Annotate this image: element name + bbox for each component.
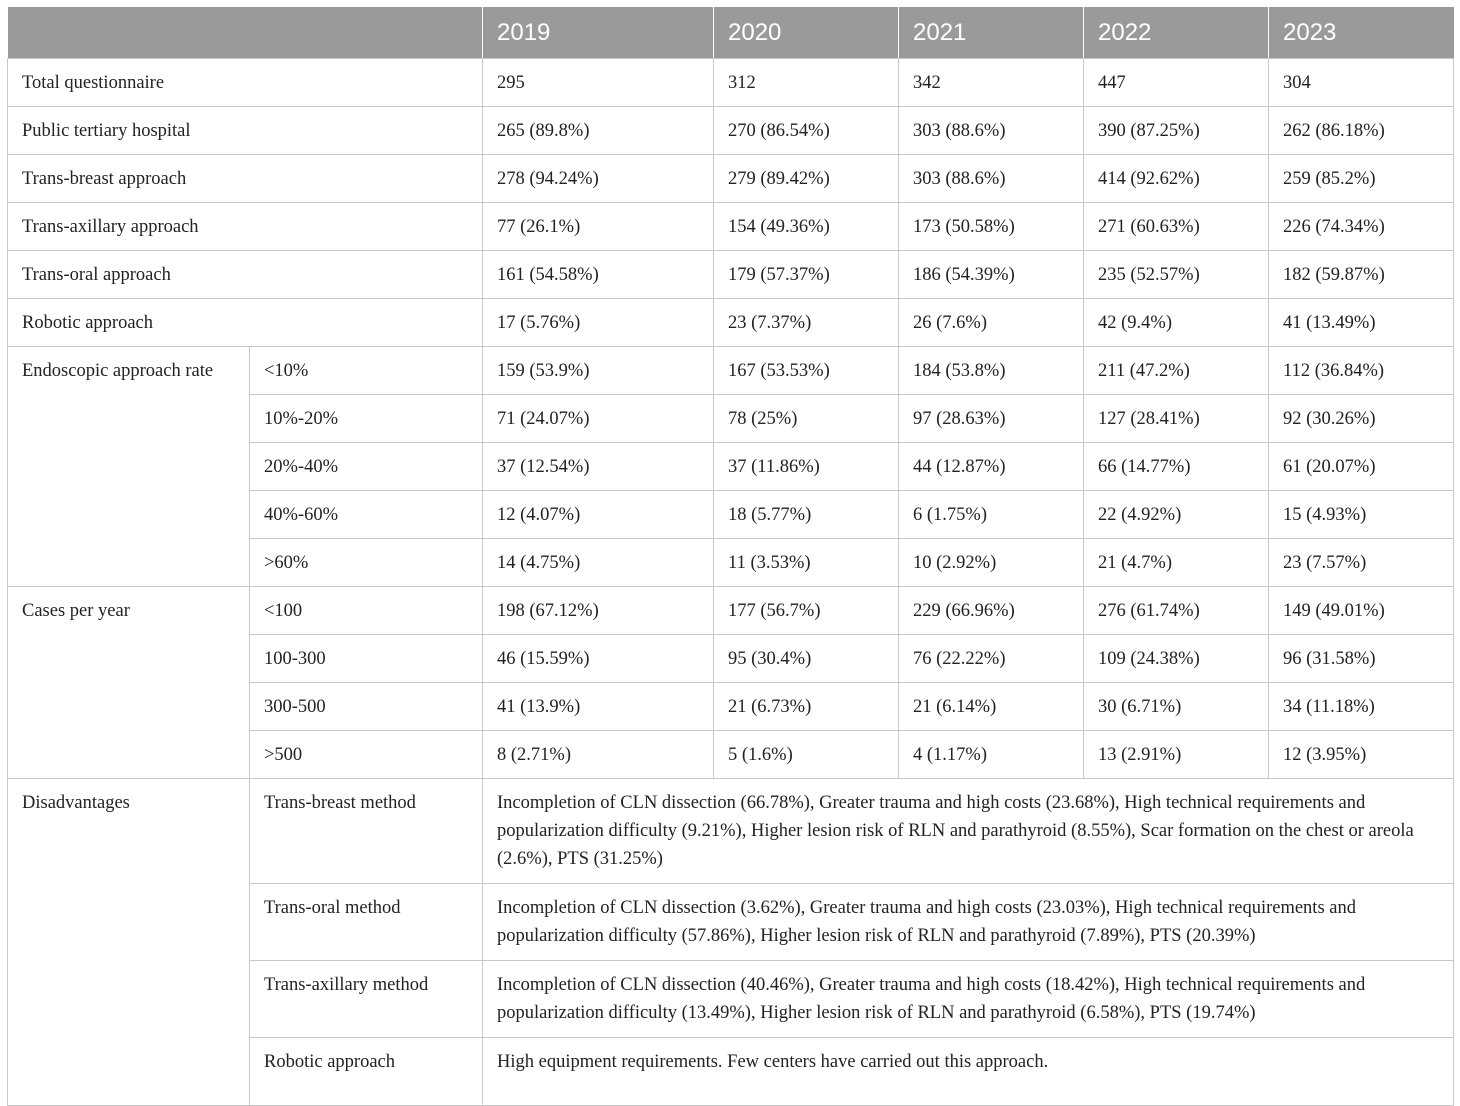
- table-cell: 6 (1.75%): [899, 491, 1084, 539]
- table-cell: 279 (89.42%): [714, 155, 899, 203]
- table-cell: 42 (9.4%): [1084, 299, 1269, 347]
- row-label: Trans-axillary approach: [8, 203, 483, 251]
- table-cell: 167 (53.53%): [714, 347, 899, 395]
- sub-label: Trans-oral method: [250, 884, 483, 961]
- table-cell: 304: [1269, 59, 1454, 107]
- table-cell: 95 (30.4%): [714, 635, 899, 683]
- table-cell: 26 (7.6%): [899, 299, 1084, 347]
- table-cell: 447: [1084, 59, 1269, 107]
- table-cell: 259 (85.2%): [1269, 155, 1454, 203]
- sub-label: >500: [250, 731, 483, 779]
- sub-label: 10%-20%: [250, 395, 483, 443]
- header-year: 2020: [714, 7, 899, 59]
- table-cell: 37 (11.86%): [714, 443, 899, 491]
- table-row: [8, 203, 1454, 251]
- table-cell: 96 (31.58%): [1269, 635, 1454, 683]
- table-row: [8, 251, 1454, 299]
- table-cell: 235 (52.57%): [1084, 251, 1269, 299]
- row-label: Trans-breast approach: [8, 155, 483, 203]
- table-row: [8, 347, 1454, 395]
- sub-label: >60%: [250, 539, 483, 587]
- table-row: [8, 59, 1454, 107]
- table-cell: 182 (59.87%): [1269, 251, 1454, 299]
- table-cell: 211 (47.2%): [1084, 347, 1269, 395]
- row-label: Total questionnaire: [8, 59, 483, 107]
- table-cell: 21 (4.7%): [1084, 539, 1269, 587]
- table-cell: 13 (2.91%): [1084, 731, 1269, 779]
- table-cell: 173 (50.58%): [899, 203, 1084, 251]
- sub-label: 20%-40%: [250, 443, 483, 491]
- table-cell: 159 (53.9%): [483, 347, 714, 395]
- header-year: 2022: [1084, 7, 1269, 59]
- sub-label: <10%: [250, 347, 483, 395]
- table-cell: 37 (12.54%): [483, 443, 714, 491]
- table-cell: 77 (26.1%): [483, 203, 714, 251]
- table-cell: 303 (88.6%): [899, 107, 1084, 155]
- row-label: Trans-oral approach: [8, 251, 483, 299]
- table-cell: 149 (49.01%): [1269, 587, 1454, 635]
- table-cell: 22 (4.92%): [1084, 491, 1269, 539]
- table-cell: 295: [483, 59, 714, 107]
- table-cell: 262 (86.18%): [1269, 107, 1454, 155]
- sub-label: Trans-axillary method: [250, 961, 483, 1038]
- sub-label: 40%-60%: [250, 491, 483, 539]
- table-row: [8, 779, 1454, 884]
- table-cell: 78 (25%): [714, 395, 899, 443]
- table-cell: 8 (2.71%): [483, 731, 714, 779]
- table-cell: 312: [714, 59, 899, 107]
- table-cell: 23 (7.37%): [714, 299, 899, 347]
- table-cell: 71 (24.07%): [483, 395, 714, 443]
- table-cell: 21 (6.73%): [714, 683, 899, 731]
- table-cell: 276 (61.74%): [1084, 587, 1269, 635]
- table-cell: 41 (13.49%): [1269, 299, 1454, 347]
- table-cell: 12 (4.07%): [483, 491, 714, 539]
- table-cell: 21 (6.14%): [899, 683, 1084, 731]
- table-cell: 278 (94.24%): [483, 155, 714, 203]
- table-cell: 46 (15.59%): [483, 635, 714, 683]
- table-cell: 15 (4.93%): [1269, 491, 1454, 539]
- table-row: [8, 587, 1454, 635]
- table-cell: 30 (6.71%): [1084, 683, 1269, 731]
- header-row: [8, 7, 1454, 59]
- table-cell: 17 (5.76%): [483, 299, 714, 347]
- table-cell: 342: [899, 59, 1084, 107]
- table-cell: 270 (86.54%): [714, 107, 899, 155]
- table-cell: 198 (67.12%): [483, 587, 714, 635]
- table-cell: 186 (54.39%): [899, 251, 1084, 299]
- sub-label: Trans-breast method: [250, 779, 483, 884]
- data-table: [7, 7, 1454, 1106]
- table-cell: 23 (7.57%): [1269, 539, 1454, 587]
- header-blank: [8, 7, 483, 59]
- table-cell: 97 (28.63%): [899, 395, 1084, 443]
- table-row: [8, 107, 1454, 155]
- table-cell: 12 (3.95%): [1269, 731, 1454, 779]
- table-cell: 271 (60.63%): [1084, 203, 1269, 251]
- table-cell: 14 (4.75%): [483, 539, 714, 587]
- table-cell: 4 (1.17%): [899, 731, 1084, 779]
- table-cell: 127 (28.41%): [1084, 395, 1269, 443]
- table-cell: 92 (30.26%): [1269, 395, 1454, 443]
- sub-label: 300-500: [250, 683, 483, 731]
- table-row: [8, 299, 1454, 347]
- table-cell: 184 (53.8%): [899, 347, 1084, 395]
- table-cell: 18 (5.77%): [714, 491, 899, 539]
- table-cell: 179 (57.37%): [714, 251, 899, 299]
- sub-label: 100-300: [250, 635, 483, 683]
- disadvantage-text: Incompletion of CLN dissection (40.46%), Greater trauma and high costs (18.42%), High technical requirements and popularization difficulty (13.49%), Higher lesion risk of RLN and parathyroid (6.58%), PTS (19.74%): [483, 961, 1454, 1038]
- sub-label: Robotic approach: [250, 1038, 483, 1106]
- table-cell: 76 (22.22%): [899, 635, 1084, 683]
- table-cell: 414 (92.62%): [1084, 155, 1269, 203]
- table-cell: 390 (87.25%): [1084, 107, 1269, 155]
- group-label: Disadvantages: [8, 779, 250, 1106]
- disadvantage-text: High equipment requirements. Few centers have carried out this approach.: [483, 1038, 1454, 1106]
- group-label: Cases per year: [8, 587, 250, 779]
- table-cell: 112 (36.84%): [1269, 347, 1454, 395]
- table-cell: 11 (3.53%): [714, 539, 899, 587]
- table-cell: 61 (20.07%): [1269, 443, 1454, 491]
- table-cell: 34 (11.18%): [1269, 683, 1454, 731]
- table-row: [8, 155, 1454, 203]
- table-cell: 10 (2.92%): [899, 539, 1084, 587]
- table-cell: 229 (66.96%): [899, 587, 1084, 635]
- header-year: 2023: [1269, 7, 1454, 59]
- table-cell: 177 (56.7%): [714, 587, 899, 635]
- table-cell: 226 (74.34%): [1269, 203, 1454, 251]
- row-label: Robotic approach: [8, 299, 483, 347]
- disadvantage-text: Incompletion of CLN dissection (3.62%), Greater trauma and high costs (23.03%), High technical requirements and popularization difficulty (57.86%), Higher lesion risk of RLN and parathyroid (7.89%), PTS (20.39%): [483, 884, 1454, 961]
- table-cell: 109 (24.38%): [1084, 635, 1269, 683]
- header-year: 2021: [899, 7, 1084, 59]
- table-cell: 41 (13.9%): [483, 683, 714, 731]
- table-cell: 44 (12.87%): [899, 443, 1084, 491]
- row-label: Public tertiary hospital: [8, 107, 483, 155]
- table-cell: 303 (88.6%): [899, 155, 1084, 203]
- table-cell: 154 (49.36%): [714, 203, 899, 251]
- group-label: Endoscopic approach rate: [8, 347, 250, 587]
- table-cell: 265 (89.8%): [483, 107, 714, 155]
- sub-label: <100: [250, 587, 483, 635]
- disadvantage-text: Incompletion of CLN dissection (66.78%), Greater trauma and high costs (23.68%), High technical requirements and popularization difficulty (9.21%), Higher lesion risk of RLN and parathyroid (8.55%), Scar formation on the chest or areola (2.6%), PTS (31.25%): [483, 779, 1454, 884]
- header-year: 2019: [483, 7, 714, 59]
- table-cell: 5 (1.6%): [714, 731, 899, 779]
- table-cell: 161 (54.58%): [483, 251, 714, 299]
- table-cell: 66 (14.77%): [1084, 443, 1269, 491]
